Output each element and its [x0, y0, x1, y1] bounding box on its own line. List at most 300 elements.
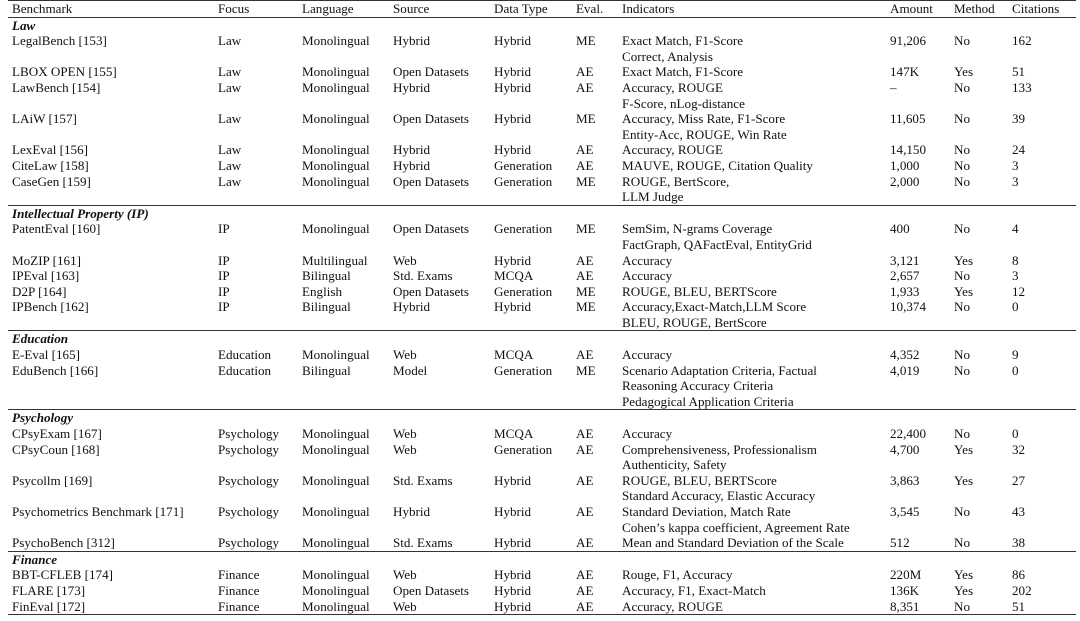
cell-eval: AE: [576, 157, 594, 173]
cell-focus: [214, 49, 298, 65]
cell-eval: AE: [576, 426, 594, 442]
cell-language: Monolingual: [302, 33, 370, 49]
cell-source: [389, 488, 490, 504]
cell-method: Yes: [954, 252, 974, 268]
cell-eval: [572, 315, 618, 331]
cell-method: No: [954, 33, 971, 49]
cell-source: [389, 520, 490, 536]
cell-language: [298, 457, 389, 473]
cell-citations: [1008, 378, 1076, 394]
cell-data-type: Hybrid: [494, 33, 532, 49]
cell-source: Open Datasets: [393, 283, 469, 299]
cell-source: Std. Exams: [393, 472, 453, 488]
cell-method: [950, 49, 1008, 65]
cell-data-type: MCQA: [494, 268, 534, 284]
cell-amount: [886, 49, 950, 65]
cell-language: Monolingual: [302, 441, 370, 457]
table-row: [8, 567, 1076, 583]
cell-eval: ME: [576, 299, 596, 315]
cell-amount: 14,150: [890, 142, 927, 158]
table-row-continuation: [8, 49, 1076, 65]
cell-eval: AE: [576, 79, 594, 95]
cell-benchmark: CaseGen [159]: [12, 173, 91, 189]
cell-citations: 0: [1012, 426, 1019, 442]
cell-citations: 51: [1008, 599, 1076, 615]
cell-focus: Psychology: [218, 472, 280, 488]
section-title: Law: [12, 17, 36, 33]
cell-language: Monolingual: [302, 535, 370, 551]
cell-amount: 1,000: [890, 157, 920, 173]
cell-source: [389, 189, 490, 205]
cell-focus: [214, 457, 298, 473]
cell-citations: [1008, 457, 1076, 473]
cell-source: Std. Exams: [393, 268, 453, 284]
cell-eval: AE: [572, 599, 618, 615]
cell-focus: Law: [218, 64, 242, 80]
cell-language: [298, 488, 389, 504]
cell-amount: 22,400: [890, 426, 927, 442]
cell-indicators: Accuracy: [622, 426, 673, 442]
cell-data-type: Hybrid: [494, 142, 532, 158]
cell-citations: 12: [1012, 283, 1026, 299]
cell-benchmark: CPsyExam [167]: [12, 426, 102, 442]
table-row: [8, 599, 1076, 615]
cell-method: No: [954, 268, 971, 284]
cell-language: [298, 96, 389, 112]
cell-source: Web: [393, 567, 417, 583]
table-row: [8, 80, 1076, 96]
section-header-row: [8, 551, 1076, 567]
cell-eval: AE: [576, 441, 594, 457]
cell-eval: [572, 96, 618, 112]
cell-indicators: Cohen’s kappa coefficient, Agreement Rate: [622, 519, 850, 535]
cell-language: Bilingual: [302, 299, 351, 315]
cell-amount: 1,933: [890, 283, 920, 299]
cell-method: [950, 315, 1008, 331]
cell-amount: 91,206: [890, 33, 927, 49]
cell-benchmark: E-Eval [165]: [12, 347, 80, 363]
cell-source: [389, 394, 490, 410]
cell-benchmark: [8, 488, 214, 504]
cell-focus: Finance: [214, 599, 298, 615]
cell-citations: 0: [1012, 299, 1019, 315]
table-row: [8, 64, 1076, 80]
cell-citations: [1008, 520, 1076, 536]
cell-source: Web: [389, 599, 490, 615]
table-row-continuation: [8, 488, 1076, 504]
cell-amount: 10,374: [890, 299, 927, 315]
cell-method: No: [954, 173, 971, 189]
cell-focus: Psychology: [218, 441, 280, 457]
cell-focus: IP: [218, 299, 230, 315]
cell-indicators: Authenticity, Safety: [622, 457, 727, 473]
cell-indicators: Accuracy, Miss Rate, F1-Score: [622, 111, 786, 127]
cell-focus: IP: [218, 268, 230, 284]
cell-language: [298, 237, 389, 253]
cell-source: [389, 378, 490, 394]
cell-indicators: Exact Match, F1-Score: [622, 33, 744, 49]
cell-source: [389, 237, 490, 253]
cell-eval: AE: [576, 472, 594, 488]
cell-focus: [214, 96, 298, 112]
cell-indicators: ROUGE, BLEU, BERTScore: [622, 472, 777, 488]
table-row-continuation: [8, 189, 1076, 205]
cell-eval: ME: [576, 111, 596, 127]
cell-citations: 3: [1012, 268, 1019, 284]
cell-benchmark: [8, 49, 214, 65]
section-header-row: [8, 331, 1076, 347]
cell-indicators: Accuracy,Exact-Match,LLM Score: [622, 299, 807, 315]
cell-method: Yes: [954, 64, 974, 80]
cell-amount: [886, 488, 950, 504]
cell-benchmark: [8, 457, 214, 473]
cell-language: [298, 127, 389, 143]
cell-data-type: Hybrid: [490, 599, 572, 615]
cell-method: Yes: [954, 582, 974, 598]
cell-benchmark: D2P [164]: [12, 283, 67, 299]
cell-language: Monolingual: [302, 504, 370, 519]
cell-data-type: MCQA: [494, 347, 534, 363]
cell-language: Monolingual: [302, 472, 370, 488]
cell-indicators: Pedagogical Application Criteria: [622, 393, 794, 409]
cell-citations: 8: [1012, 252, 1019, 268]
cell-amount: 136K: [890, 582, 920, 598]
cell-data-type: Hybrid: [494, 567, 532, 583]
cell-source: [389, 96, 490, 112]
cell-amount: 220M: [890, 567, 922, 583]
cell-benchmark: PsychoBench [312]: [12, 535, 115, 551]
cell-indicators: Reasoning Accuracy Criteria: [622, 378, 774, 394]
cell-method: Yes: [954, 472, 974, 488]
cell-amount: [886, 127, 950, 143]
cell-amount: 4,700: [890, 441, 920, 457]
cell-data-type: Hybrid: [494, 299, 532, 315]
cell-benchmark: [8, 315, 214, 331]
table-row-continuation: [8, 237, 1076, 253]
cell-source: Web: [393, 441, 417, 457]
cell-indicators: Accuracy: [622, 268, 673, 284]
cell-eval: AE: [576, 347, 594, 363]
cell-benchmark: FLARE [173]: [12, 582, 86, 598]
table-row-continuation: [8, 96, 1076, 112]
cell-focus: [214, 520, 298, 536]
cell-method: No: [954, 535, 971, 551]
cell-language: Bilingual: [302, 268, 351, 284]
cell-data-type: [490, 488, 572, 504]
cell-data-type: Hybrid: [494, 79, 532, 95]
cell-benchmark: [8, 378, 214, 394]
cell-citations: 27: [1012, 472, 1026, 488]
cell-eval: ME: [576, 362, 596, 378]
cell-indicators: ROUGE, BertScore,: [622, 173, 730, 189]
cell-source: Model: [393, 362, 428, 378]
cell-benchmark: IPEval [163]: [12, 268, 80, 284]
cell-citations: 162: [1012, 33, 1032, 49]
cell-method: No: [950, 599, 1008, 615]
table-row: [8, 221, 1076, 237]
section-header-row: [8, 205, 1076, 221]
cell-method: [950, 488, 1008, 504]
cell-focus: IP: [218, 221, 230, 237]
cell-method: No: [954, 221, 971, 237]
cell-data-type: [490, 49, 572, 65]
cell-amount: 3,121: [890, 252, 920, 268]
cell-benchmark: [8, 237, 214, 253]
cell-benchmark: LBOX OPEN [155]: [12, 64, 117, 80]
cell-benchmark: [8, 394, 214, 410]
cell-benchmark: LAiW [157]: [12, 111, 77, 127]
cell-data-type: MCQA: [494, 426, 534, 442]
table-row-continuation: [8, 520, 1076, 536]
cell-citations: [1008, 237, 1076, 253]
cell-eval: [572, 457, 618, 473]
cell-focus: Psychology: [218, 426, 280, 442]
cell-language: Monolingual: [302, 173, 370, 189]
cell-benchmark: LegalBench [153]: [12, 33, 107, 49]
cell-benchmark: IPBench [162]: [12, 299, 89, 315]
cell-data-type: Generation: [494, 173, 553, 189]
cell-language: English: [302, 283, 343, 299]
cell-amount: [886, 457, 950, 473]
cell-data-type: Generation: [494, 441, 553, 457]
cell-language: Monolingual: [302, 64, 370, 80]
cell-indicators: Exact Match, F1-Score: [622, 64, 744, 80]
cell-amount: 2,657: [890, 268, 920, 284]
cell-data-type: [490, 127, 572, 143]
cell-focus: Finance: [218, 582, 260, 598]
cell-amount: –: [890, 79, 897, 95]
cell-method: [950, 378, 1008, 394]
cell-amount: [886, 315, 950, 331]
cell-data-type: Generation: [494, 283, 553, 299]
table-row: [8, 442, 1076, 458]
cell-language: Monolingual: [302, 79, 370, 95]
cell-method: Yes: [954, 441, 974, 457]
cell-citations: 9: [1012, 347, 1019, 363]
cell-source: Hybrid: [393, 157, 431, 173]
cell-focus: [214, 315, 298, 331]
cell-language: [298, 394, 389, 410]
cell-source: Hybrid: [393, 299, 431, 315]
cell-citations: [1008, 127, 1076, 143]
section-title: Finance: [8, 551, 1076, 567]
cell-source: [389, 49, 490, 65]
cell-citations: [1008, 96, 1076, 112]
cell-focus: Psychology: [218, 535, 280, 551]
table-row: [8, 583, 1076, 599]
cell-benchmark: PatentEval [160]: [12, 221, 101, 237]
column-header: Eval.: [572, 1, 618, 18]
table-row-continuation: [8, 378, 1076, 394]
cell-indicators: LLM Judge: [622, 189, 684, 205]
cell-source: Hybrid: [393, 142, 431, 158]
cell-eval: ME: [576, 173, 596, 189]
cell-indicators: Scenario Adaptation Criteria, Factual: [622, 362, 817, 378]
cell-amount: 11,605: [890, 111, 926, 127]
cell-language: [298, 189, 389, 205]
cell-focus: Law: [218, 157, 242, 173]
cell-citations: 51: [1012, 64, 1026, 80]
cell-citations: 43: [1012, 504, 1026, 519]
cell-benchmark: [8, 189, 214, 205]
cell-citations: 39: [1012, 111, 1026, 127]
column-header: Source: [389, 1, 490, 18]
section-title: Psychology: [8, 410, 1076, 426]
cell-method: [950, 96, 1008, 112]
cell-focus: [214, 488, 298, 504]
cell-amount: 512: [890, 535, 910, 551]
cell-eval: [572, 49, 618, 65]
cell-indicators: Accuracy, ROUGE: [622, 142, 723, 158]
cell-citations: 3: [1012, 173, 1019, 189]
table-row: [8, 174, 1076, 190]
cell-language: Monolingual: [302, 157, 370, 173]
cell-method: No: [954, 347, 971, 363]
cell-language: Monolingual: [302, 142, 370, 158]
cell-indicators: SemSim, N-grams Coverage: [622, 221, 773, 237]
cell-focus: Law: [218, 33, 242, 49]
cell-eval: [572, 520, 618, 536]
cell-indicators: FactGraph, QAFactEval, EntityGrid: [622, 236, 812, 252]
cell-indicators: Entity-Acc, ROUGE, Win Rate: [622, 126, 787, 142]
cell-indicators: MAUVE, ROUGE, Citation Quality: [622, 157, 813, 173]
cell-method: [950, 127, 1008, 143]
table-row: [8, 347, 1076, 363]
table-row: [8, 535, 1076, 551]
table-row: [8, 363, 1076, 379]
cell-method: No: [954, 142, 971, 158]
cell-source: [389, 457, 490, 473]
cell-eval: AE: [576, 252, 594, 268]
table-row: [8, 111, 1076, 127]
cell-language: Monolingual: [302, 347, 370, 363]
cell-data-type: [490, 378, 572, 394]
table-row-continuation: [8, 127, 1076, 143]
cell-language: [298, 378, 389, 394]
cell-benchmark: FinEval [172]: [8, 599, 214, 615]
section-header-row: [8, 17, 1076, 33]
cell-data-type: Hybrid: [494, 64, 532, 80]
cell-data-type: Hybrid: [494, 535, 532, 551]
cell-eval: AE: [576, 142, 594, 158]
cell-data-type: [490, 237, 572, 253]
cell-citations: 4: [1012, 221, 1019, 237]
cell-amount: 400: [890, 221, 910, 237]
cell-focus: Education: [218, 362, 272, 378]
cell-source: Std. Exams: [393, 535, 453, 551]
cell-indicators: F-Score, nLog-distance: [622, 95, 745, 111]
table-row: [8, 426, 1076, 442]
cell-source: Open Datasets: [393, 582, 469, 598]
cell-citations: [1008, 49, 1076, 65]
table-row-continuation: [8, 394, 1076, 410]
cell-citations: 24: [1012, 142, 1026, 158]
cell-method: No: [954, 157, 971, 173]
cell-data-type: Hybrid: [494, 472, 532, 488]
cell-eval: AE: [576, 567, 594, 583]
cell-benchmark: [8, 127, 214, 143]
cell-data-type: Hybrid: [494, 582, 532, 598]
cell-amount: [886, 520, 950, 536]
cell-focus: Law: [218, 173, 242, 189]
cell-benchmark: Psycollm [169]: [12, 472, 93, 488]
cell-source: Open Datasets: [393, 64, 469, 80]
cell-source: Hybrid: [393, 504, 431, 519]
table-row: [8, 284, 1076, 300]
cell-citations: 32: [1012, 441, 1026, 457]
cell-data-type: Generation: [494, 221, 553, 237]
cell-language: Monolingual: [302, 111, 370, 127]
cell-language: Multilingual: [302, 252, 368, 268]
cell-data-type: [490, 315, 572, 331]
cell-focus: Law: [218, 142, 242, 158]
cell-eval: ME: [576, 283, 596, 299]
cell-source: Open Datasets: [393, 221, 469, 237]
benchmark-table: [8, 0, 1076, 615]
cell-amount: 147K: [890, 64, 920, 80]
cell-indicators: Standard Accuracy, Elastic Accuracy: [622, 488, 816, 504]
cell-eval: AE: [576, 504, 594, 519]
cell-amount: 8,351: [886, 599, 950, 615]
cell-focus: [214, 394, 298, 410]
cell-source: Hybrid: [393, 33, 431, 49]
column-header: Focus: [214, 1, 298, 18]
cell-amount: [886, 96, 950, 112]
cell-focus: [214, 189, 298, 205]
cell-amount: [886, 378, 950, 394]
table-row: [8, 268, 1076, 284]
cell-benchmark: [8, 96, 214, 112]
cell-method: Yes: [954, 567, 974, 583]
cell-source: Open Datasets: [393, 173, 469, 189]
cell-language: [298, 49, 389, 65]
cell-benchmark: LawBench [154]: [12, 79, 101, 95]
cell-language: Monolingual: [298, 599, 389, 615]
cell-focus: Law: [218, 111, 242, 127]
cell-indicators: Comprehensiveness, Professionalism: [622, 441, 817, 457]
cell-citations: [1008, 189, 1076, 205]
cell-focus: Education: [218, 347, 272, 363]
cell-data-type: Generation: [494, 362, 553, 378]
cell-data-type: Hybrid: [494, 111, 532, 127]
table-row: [8, 504, 1076, 520]
table-row: [8, 299, 1076, 315]
cell-data-type: [490, 457, 572, 473]
cell-benchmark: LexEval [156]: [12, 142, 88, 158]
cell-indicators: Correct, Analysis: [622, 48, 713, 64]
column-header: Indicators: [618, 1, 886, 18]
cell-benchmark: BBT-CFLEB [174]: [12, 567, 114, 583]
cell-benchmark: [8, 520, 214, 536]
cell-source: [389, 127, 490, 143]
cell-language: Monolingual: [302, 582, 370, 598]
cell-language: Monolingual: [302, 567, 370, 583]
cell-amount: [886, 394, 950, 410]
table-row: [8, 142, 1076, 158]
column-header: Citations: [1008, 1, 1076, 18]
cell-eval: [572, 237, 618, 253]
section-title: Intellectual Property (IP): [8, 205, 1076, 221]
cell-source: Open Datasets: [393, 111, 469, 127]
cell-source: Web: [393, 426, 417, 442]
cell-amount: 4,352: [890, 347, 920, 363]
cell-language: [298, 315, 389, 331]
section-header-row: [8, 410, 1076, 426]
table-row-continuation: [8, 315, 1076, 331]
cell-focus: [214, 127, 298, 143]
cell-indicators: Accuracy, ROUGE: [622, 79, 723, 95]
cell-benchmark: CiteLaw [158]: [12, 157, 89, 173]
